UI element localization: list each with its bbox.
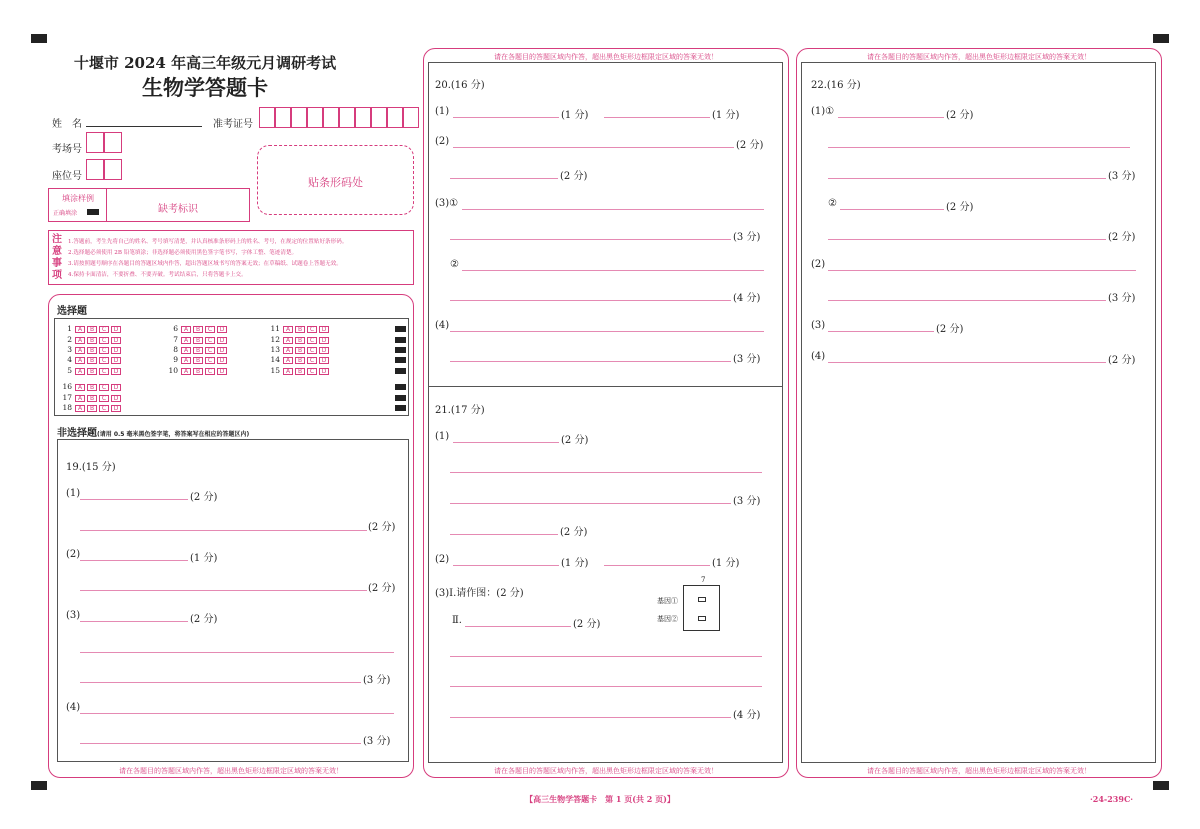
q21-p3-line[interactable] [465, 626, 571, 627]
q22-p2-score: (3 分) [1108, 293, 1136, 304]
mc-question-number: 11 [270, 324, 280, 333]
mc-option-bubble[interactable]: D [319, 368, 329, 375]
q21-p2-line[interactable] [453, 565, 559, 566]
mc-question-row [62, 356, 123, 364]
q22-p4-score: (2 分) [1108, 355, 1136, 366]
mc-option-bubble[interactable]: D [111, 368, 121, 375]
q21-p3-line4[interactable] [450, 717, 731, 718]
mc-option-bubble[interactable]: C [205, 326, 215, 333]
mc-title: 选择题 [57, 306, 87, 317]
q22-p1: (1)① [811, 106, 835, 117]
mc-option-bubble[interactable]: B [87, 347, 97, 354]
notes-heading: 注 意 事 项 [52, 234, 62, 281]
mc-option-bubble[interactable]: A [283, 357, 293, 364]
q19-p3-line2[interactable] [80, 652, 394, 653]
exam-no-grid[interactable] [259, 107, 419, 128]
mc-option-bubble[interactable]: D [111, 395, 121, 402]
q21-p1-line4[interactable] [450, 534, 558, 535]
mc-option-bubble[interactable]: B [295, 337, 305, 344]
mc-option-bubble[interactable]: C [205, 347, 215, 354]
q20-p1-score2: (1 分) [712, 110, 740, 121]
q21-p3-sub2: Ⅱ. [452, 615, 462, 626]
mc-option-bubble[interactable]: C [307, 337, 317, 344]
mc-option-bubble[interactable]: A [181, 337, 191, 344]
q20-p4-line[interactable] [450, 331, 764, 332]
q19-p1-line2[interactable] [80, 530, 367, 531]
mc-option-bubble[interactable]: D [111, 337, 121, 344]
exam-no-label: 准考证号 [213, 119, 253, 130]
mc-option-bubble[interactable]: D [111, 384, 121, 391]
q22-p3: (3) [811, 320, 826, 331]
gene1-label: 基因① [657, 597, 678, 605]
mc-question-row [168, 356, 229, 364]
room-label: 考场号 [52, 144, 82, 155]
q19-p3-score: (2 分) [190, 614, 218, 625]
mc-question-row [270, 325, 331, 333]
name-field[interactable] [86, 126, 202, 127]
q20-p3: (3)① [435, 198, 459, 209]
mc-option-bubble[interactable]: C [205, 368, 215, 375]
q21-p2-score: (1 分) [561, 558, 589, 569]
card-title: 生物学答题卡 [142, 76, 268, 100]
mc-option-bubble[interactable]: D [217, 347, 227, 354]
q20-p3-line3[interactable] [462, 270, 764, 271]
fill-example-sub: 正确填涂 [53, 210, 78, 217]
mc-option-bubble[interactable]: A [283, 368, 293, 375]
q19-p2: (2) [66, 549, 81, 560]
q20-p1: (1) [435, 106, 450, 117]
q19-p4-score: (3 分) [363, 736, 391, 747]
mc-option-bubble[interactable]: A [283, 326, 293, 333]
q21-p3: (3)Ⅰ.请作图：(2 分) [435, 588, 524, 599]
mc-question-row [62, 404, 123, 412]
mc-option-bubble[interactable]: C [99, 384, 109, 391]
mc-question-row [62, 394, 123, 402]
timing-mark [395, 347, 406, 353]
q20-p2-score: (2 分) [736, 140, 764, 151]
q20-p3-line4[interactable] [450, 300, 731, 301]
mc-question-number: 14 [270, 355, 280, 364]
q22-p1-sub2: ② [828, 198, 837, 209]
mc-option-bubble[interactable]: C [99, 326, 109, 333]
mc-option-bubble[interactable]: D [217, 326, 227, 333]
q20-p3-line[interactable] [462, 209, 764, 210]
mc-question-number: 17 [62, 393, 72, 402]
figure-label-top: 7 [701, 576, 706, 584]
q19-p2-score: (1 分) [190, 553, 218, 564]
q21-p2: (2) [435, 554, 450, 565]
mc-question-number: 16 [62, 382, 72, 391]
q19-p2-line[interactable] [80, 560, 188, 561]
q22-p2-line2[interactable] [828, 300, 1106, 301]
mc-option-bubble[interactable]: D [111, 357, 121, 364]
mc-option-bubble[interactable]: B [87, 368, 97, 375]
mc-option-bubble[interactable]: A [181, 326, 191, 333]
filled-bubble-icon [87, 209, 99, 215]
mc-option-bubble[interactable]: B [295, 347, 305, 354]
footer-code: ·24-239C· [1090, 794, 1134, 804]
q21-p1: (1) [435, 431, 450, 442]
timing-mark [395, 384, 406, 390]
q21-p1-line3[interactable] [450, 503, 731, 504]
gene-locus-2-icon [698, 616, 706, 621]
notice-right-bottom: 请在各题目的答题区域内作答，超出黑色矩形边框限定区域的答案无效！ [867, 767, 1091, 775]
notice-right-top: 请在各题目的答题区域内作答，超出黑色矩形边框限定区域的答案无效！ [867, 53, 1091, 61]
mc-question-number: 13 [270, 345, 280, 354]
q21-p2-line2[interactable] [604, 565, 710, 566]
q19-p2-line2[interactable] [80, 590, 367, 591]
q22-p2-line[interactable] [828, 270, 1136, 271]
exam-title: 十堰市 2024 年高三年级元月调研考试 [73, 54, 337, 72]
mc-option-bubble[interactable]: A [181, 368, 191, 375]
mc-option-bubble[interactable]: A [75, 337, 85, 344]
mc-option-bubble[interactable]: A [75, 347, 85, 354]
notice-middle-top: 请在各题目的答题区域内作答，超出黑色矩形边框限定区域的答案无效！ [494, 53, 718, 61]
q20-p3-line2[interactable] [450, 239, 731, 240]
mc-question-row [270, 346, 331, 354]
mc-option-bubble[interactable]: B [295, 326, 305, 333]
mc-question-row [168, 346, 229, 354]
mc-option-bubble[interactable]: C [307, 347, 317, 354]
q22-p1-score4: (2 分) [1108, 232, 1136, 243]
mc-option-bubble[interactable]: B [193, 368, 203, 375]
gene-locus-1-icon [698, 597, 706, 602]
mc-option-bubble[interactable]: D [217, 337, 227, 344]
mc-question-row [270, 336, 331, 344]
mc-question-number: 7 [173, 335, 178, 344]
seat-grid[interactable] [86, 159, 122, 180]
mc-option-bubble[interactable]: B [193, 357, 203, 364]
mc-option-bubble[interactable]: A [75, 368, 85, 375]
footer-page-info: 【高三生物学答题卡 第 1 页(共 2 页)】 [525, 794, 675, 804]
q19-p3-line[interactable] [80, 621, 188, 622]
mc-option-bubble[interactable]: B [87, 337, 97, 344]
q22-p2: (2) [811, 259, 826, 270]
timing-mark [395, 368, 406, 374]
q22-p3-line[interactable] [828, 331, 934, 332]
mc-question-number: 1 [67, 324, 72, 333]
mc-option-bubble[interactable]: D [217, 368, 227, 375]
mc-question-row [62, 346, 123, 354]
mc-option-bubble[interactable]: C [99, 337, 109, 344]
mc-option-bubble[interactable]: A [181, 357, 191, 364]
q19-p2-score2: (2 分) [368, 583, 396, 594]
q19-p3-score2: (3 分) [363, 675, 391, 686]
mc-option-bubble[interactable]: A [75, 326, 85, 333]
mc-question-row [62, 367, 123, 375]
timing-mark [395, 326, 406, 332]
name-label: 姓 名 [52, 119, 82, 130]
mc-option-bubble[interactable]: D [319, 326, 329, 333]
mc-question-row [168, 325, 229, 333]
q22-p1-line5[interactable] [828, 239, 1106, 240]
registration-mark [31, 781, 47, 790]
mc-option-bubble[interactable]: D [319, 337, 329, 344]
mc-option-bubble[interactable]: B [193, 347, 203, 354]
q19-p4-line2[interactable] [80, 743, 361, 744]
room-grid[interactable] [86, 132, 122, 153]
q19-p4: (4) [66, 702, 81, 713]
notice-left-bottom: 请在各题目的答题区域内作答，超出黑色矩形边框限定区域的答案无效！ [119, 767, 343, 775]
q19-p3-line3[interactable] [80, 682, 361, 683]
q19-p1-score2: (2 分) [368, 522, 396, 533]
mc-question-row [62, 336, 123, 344]
mc-option-bubble[interactable]: D [111, 405, 121, 412]
mc-question-row [270, 356, 331, 364]
q21-p3-score2: (4 分) [733, 710, 761, 721]
seat-label: 座位号 [52, 171, 82, 182]
mc-question-number: 15 [270, 366, 280, 375]
q21-p1-line[interactable] [453, 442, 559, 443]
mc-question-number: 4 [67, 355, 72, 364]
mc-option-bubble[interactable]: B [87, 357, 97, 364]
mc-option-bubble[interactable]: A [75, 395, 85, 402]
q20-q21-divider [428, 386, 783, 387]
mc-question-number: 2 [67, 335, 72, 344]
mc-option-bubble[interactable]: A [283, 337, 293, 344]
mc-question-number: 3 [67, 345, 72, 354]
q20-p4: (4) [435, 320, 450, 331]
mc-option-bubble[interactable]: A [283, 347, 293, 354]
q20-p3-score: (3 分) [733, 232, 761, 243]
q21-p1-line2[interactable] [450, 472, 762, 473]
timing-mark [395, 357, 406, 363]
q21-p1-score: (2 分) [561, 435, 589, 446]
mc-option-bubble[interactable]: D [319, 357, 329, 364]
q22-title: 22.(16 分) [811, 80, 861, 91]
q20-p2: (2) [435, 136, 450, 147]
mc-option-bubble[interactable]: C [307, 368, 317, 375]
barcode-area [257, 145, 414, 215]
q20-p4-score: (3 分) [733, 354, 761, 365]
nonmc-title: 非选择题(请用 0.5 毫米黑色签字笔，将答案写在相应的答题区内) [57, 428, 250, 439]
q20-p2-line[interactable] [453, 147, 734, 148]
mc-question-row [168, 367, 229, 375]
q20-p3-score2: (4 分) [733, 293, 761, 304]
q20-p4-line2[interactable] [450, 361, 731, 362]
nonmc-note: (请用 0.5 毫米黑色签字笔，将答案写在相应的答题区内) [97, 431, 250, 438]
q22-p1-score2: (3 分) [1108, 171, 1136, 182]
mc-option-bubble[interactable]: D [111, 326, 121, 333]
q19-p1: (1) [66, 488, 81, 499]
registration-mark [1153, 781, 1169, 790]
mc-option-bubble[interactable]: B [87, 326, 97, 333]
fill-example-box [48, 188, 250, 222]
q22-p1-score: (2 分) [946, 110, 974, 121]
q19-p1-line[interactable] [80, 499, 188, 500]
mc-option-bubble[interactable]: B [193, 326, 203, 333]
mc-option-bubble[interactable]: C [99, 368, 109, 375]
mc-option-bubble[interactable]: B [295, 357, 305, 364]
q20-p1-line2[interactable] [604, 117, 710, 118]
mc-question-row [62, 383, 123, 391]
mc-option-bubble[interactable]: C [99, 405, 109, 412]
fill-example-title: 填涂样例 [62, 194, 94, 203]
mc-question-number: 9 [173, 355, 178, 364]
mc-option-bubble[interactable]: D [217, 357, 227, 364]
mc-option-bubble[interactable]: A [75, 405, 85, 412]
q19-title: 19.(15 分) [66, 462, 116, 473]
absent-label: 缺考标识 [158, 204, 198, 215]
q19-p3: (3) [66, 610, 81, 621]
mc-question-number: 12 [270, 335, 280, 344]
timing-mark [395, 337, 406, 343]
mc-question-row [270, 367, 331, 375]
mc-option-bubble[interactable]: A [75, 384, 85, 391]
q21-title: 21.(17 分) [435, 405, 485, 416]
q20-p3-sub2: ② [450, 259, 459, 270]
mc-option-bubble[interactable]: C [205, 337, 215, 344]
mc-option-bubble[interactable]: C [99, 395, 109, 402]
q21-p1-score2: (3 分) [733, 496, 761, 507]
q22-area [801, 62, 1156, 763]
mc-option-bubble[interactable]: C [99, 347, 109, 354]
mc-question-row [168, 336, 229, 344]
registration-mark [31, 34, 47, 43]
barcode-label: 贴条形码处 [308, 176, 363, 189]
mc-question-number: 5 [67, 366, 72, 375]
q22-p4: (4) [811, 351, 826, 362]
timing-mark [395, 405, 406, 411]
q22-p1-line2[interactable] [828, 147, 1130, 148]
mc-option-bubble[interactable]: C [99, 357, 109, 364]
mc-question-row [62, 325, 123, 333]
q22-p1-line[interactable] [838, 117, 944, 118]
mc-question-number: 6 [173, 324, 178, 333]
notes-list: 1.答题前，考生先将自己的姓名、考号填写清楚，并认真核准条形码上的姓名、考号，在规定的位置贴好条形码。 2.选择题必须使用 2B 铅笔填涂；非选择题必须使用黑色签字笔书写，字体工整、笔迹清楚。 3.请按照题号顺序在各题目的答题区域内作答，超出答题区域书写的答案无效；在草稿纸、试题卷上答题无效。 4.保持卡面清洁，不要折叠、不要弄破。考试结束后，只将答题卡上交。 [68, 239, 348, 278]
mc-option-bubble[interactable]: B [193, 337, 203, 344]
notes-box [48, 230, 414, 285]
chromosome-figure [683, 585, 720, 631]
mc-option-bubble[interactable]: A [181, 347, 191, 354]
mc-question-number: 10 [168, 366, 178, 375]
registration-mark [1153, 34, 1169, 43]
mc-option-bubble[interactable]: C [205, 357, 215, 364]
notice-middle-bottom: 请在各题目的答题区域内作答，超出黑色矩形边框限定区域的答案无效！ [494, 767, 718, 775]
mc-option-bubble[interactable]: D [319, 347, 329, 354]
q20-p2-score2: (2 分) [560, 171, 588, 182]
q22-p3-score: (2 分) [936, 324, 964, 335]
q22-p1-line4[interactable] [840, 209, 944, 210]
q20-p1-score: (1 分) [561, 110, 589, 121]
gene2-label: 基因② [657, 615, 678, 623]
q21-p3-line2[interactable] [450, 656, 762, 657]
mc-option-bubble[interactable]: D [111, 347, 121, 354]
q21-p2-score2: (1 分) [712, 558, 740, 569]
q19-p1-score: (2 分) [190, 492, 218, 503]
mc-option-bubble[interactable]: A [75, 357, 85, 364]
q20-p2-line2[interactable] [450, 178, 558, 179]
mc-question-number: 18 [62, 403, 72, 412]
timing-mark [395, 395, 406, 401]
mc-option-bubble[interactable]: C [307, 326, 317, 333]
mc-option-bubble[interactable]: B [87, 405, 97, 412]
q21-p1-score3: (2 分) [560, 527, 588, 538]
q20-p1-line[interactable] [453, 117, 559, 118]
mc-option-bubble[interactable]: C [307, 357, 317, 364]
q21-p3-line3[interactable] [450, 686, 762, 687]
q21-p3-score: (2 分) [573, 619, 601, 630]
q22-p4-line[interactable] [828, 362, 1106, 363]
mc-option-bubble[interactable]: B [87, 395, 97, 402]
q22-p1-line3[interactable] [828, 178, 1106, 179]
mc-option-bubble[interactable]: B [87, 384, 97, 391]
mc-option-bubble[interactable]: B [295, 368, 305, 375]
q20-title: 20.(16 分) [435, 80, 485, 91]
q19-p4-line[interactable] [80, 713, 394, 714]
mc-question-number: 8 [173, 345, 178, 354]
q22-p1-score3: (2 分) [946, 202, 974, 213]
